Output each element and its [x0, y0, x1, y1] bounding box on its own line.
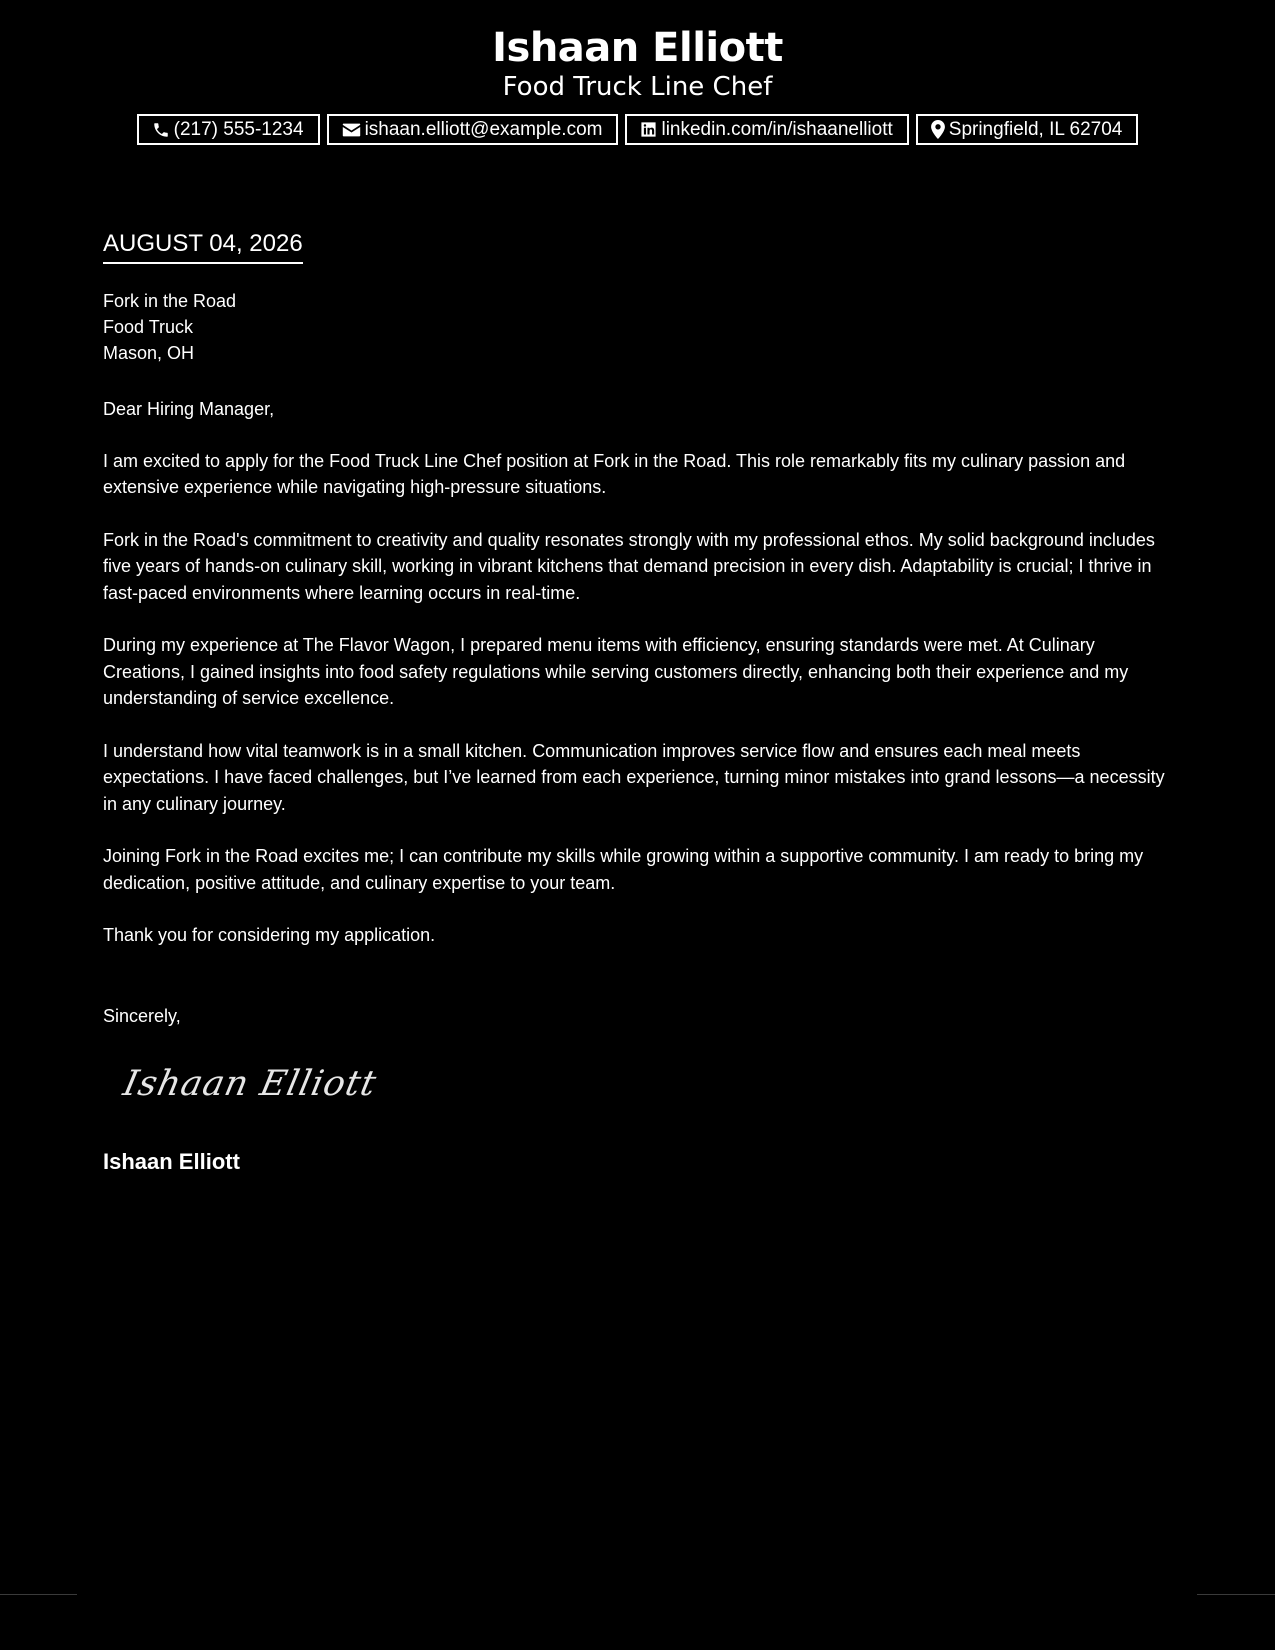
body-paragraph: Joining Fork in the Road excites me; I can contribute my skills while growing within a supportive community. I am ready to bring my dedication, positive attitude, and culinary expertise to your team. — [103, 846, 1144, 893]
footer-rule-left — [0, 1594, 77, 1595]
signer-name: Ishaan Elliott — [103, 1149, 240, 1174]
contact-linkedin-text: linkedin.com/in/ishaanelliott — [661, 119, 893, 140]
contact-phone[interactable] — [137, 114, 320, 145]
footer-rule-right — [1197, 1594, 1275, 1595]
phone-icon — [152, 121, 170, 139]
contact-location[interactable] — [916, 114, 1139, 145]
letter-body — [103, 396, 1178, 975]
applicant-name: Ishaan Elliott — [492, 25, 783, 71]
envelope-icon — [342, 122, 361, 138]
recipient-address — [103, 288, 236, 366]
contact-email[interactable] — [327, 114, 619, 145]
recipient-company: Fork in the Road — [103, 291, 237, 311]
linkedin-icon — [640, 121, 657, 138]
contact-bar — [0, 114, 1275, 145]
contact-email-text: ishaan.elliott@example.com — [364, 119, 603, 140]
contact-linkedin[interactable] — [625, 114, 908, 145]
letter-date: AUGUST 04, 2026 — [103, 228, 303, 264]
body-paragraph: I understand how vital teamwork is in a small kitchen. Communication improves service flow and ensures each meal meets expectations. I have faced challenges, but I’ve learned from each experience, turning minor mistakes into grand lessons—a necessity in any culinary journey. — [103, 740, 1165, 814]
map-marker-icon — [931, 120, 945, 139]
recipient-location: Mason, OH — [103, 343, 195, 363]
body-paragraph: I am excited to apply for the Food Truck Line Chef position at Fork in the Road. This role remarkably fits my culinary passion and extensive experience while navigating high-pressure situations. — [103, 450, 1126, 497]
body-paragraph: Thank you for considering my application. — [103, 925, 436, 945]
signature: Ishaan Elliott — [119, 1064, 381, 1104]
contact-phone-text: (217) 555-1234 — [173, 119, 304, 140]
salutation: Dear Hiring Manager, — [103, 399, 275, 419]
closing: Sincerely, — [103, 1006, 181, 1026]
recipient-department: Food Truck — [103, 317, 194, 337]
body-paragraph: Fork in the Road's commitment to creativity and quality resonates strongly with my professional ethos. My solid background includes five years of hands-on culinary skill, working in vibrant kitchens that demand precision in every dish. Adaptability is crucial; I thrive in fast-paced environments where learning occurs in real-time. — [103, 529, 1155, 603]
body-paragraph: During my experience at The Flavor Wagon, I prepared menu items with efficiency, ensuring standards were met. At Culinary Creations, I gained insights into food safety regulations while serving customers directly, enhancing both their experience and my understanding of service excellence. — [103, 635, 1129, 708]
job-title: Food Truck Line Chef — [502, 72, 773, 102]
letter-header — [0, 22, 1275, 102]
contact-location-text: Springfield, IL 62704 — [948, 119, 1123, 140]
